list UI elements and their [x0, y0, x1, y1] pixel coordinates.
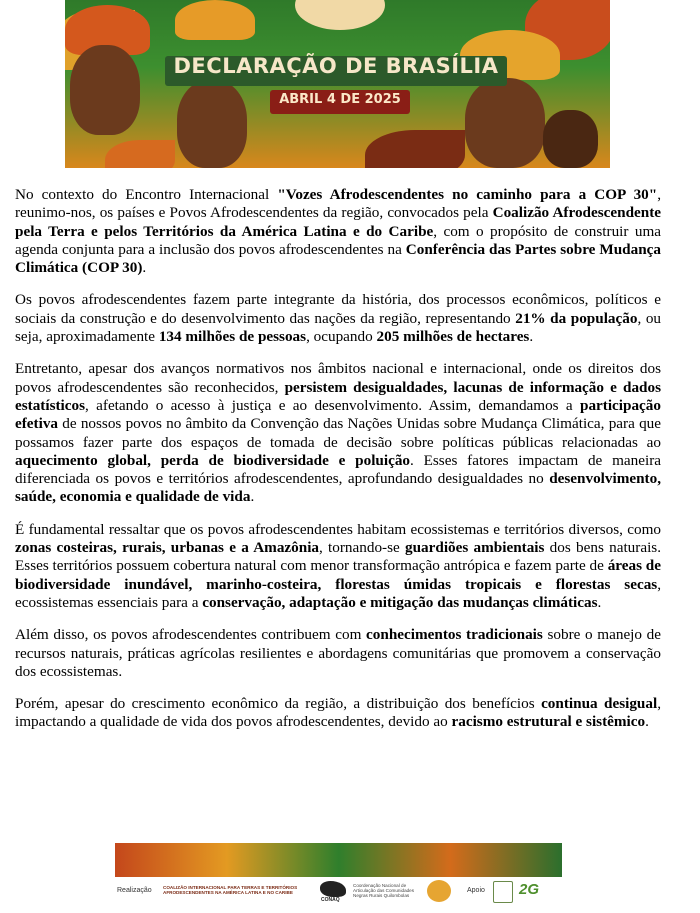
text-run: sobre o manejo de recursos naturais, práticas agrícolas resilientes e abordagens comunitárias que promovem a conservação dos ecossistemas.	[15, 626, 661, 680]
headwrap-figure	[175, 0, 255, 40]
text-run: dos bens naturais. Esses territórios possuem cobertura natural com menor transformação antrópica e fazem parte de	[15, 539, 661, 575]
text-run: , ou seja, aproximadamente	[15, 309, 662, 346]
realizacao-label: Realização	[117, 887, 152, 894]
header-banner	[65, 0, 610, 168]
bold-text: guardiões ambientais	[405, 539, 545, 557]
bold-text: desenvolvimento, saúde, economia e qualidade de vida	[15, 470, 661, 506]
text-run: Entretanto, apesar dos avanços normativos nos âmbitos nacional e internacional, onde os direitos dos povos afrodescendentes são reconhecidos,	[15, 360, 661, 396]
2g-logo: 2G	[519, 881, 540, 898]
child-figure	[543, 110, 598, 168]
paragraph	[15, 695, 661, 732]
dress-decoration	[365, 130, 465, 168]
text-run: Além disso, os povos afrodescendentes contribuem com	[15, 626, 367, 644]
bold-text: 205 milhões de hectares	[376, 328, 530, 346]
declaration-body	[15, 186, 661, 746]
conaq-logo-text: CONAQ	[321, 897, 340, 903]
text-run: de nossos povos no âmbito da Convenção das Nações Unidas sobre Mudança Climática, para que possamos fazer parte dos espaços de tomada de decisão sobre políticas públicas relacionadas ao	[15, 415, 661, 451]
paragraph	[15, 360, 661, 506]
paragraph	[15, 291, 661, 346]
bold-text: participação efetiva	[15, 396, 661, 433]
coalizao-logo-text: COALIZÃO INTERNACIONAL PARA TERRAS E TERRITÓRIOS AFRODESCENDENTES NA AMÉRICA LATINA E NO CARIBE	[163, 885, 298, 895]
bold-text: continua desigual	[541, 695, 658, 713]
banner-date: ABRIL 4 DE 2025	[279, 92, 401, 107]
drum-decoration	[295, 0, 385, 30]
text-run: É fundamental ressaltar que os povos afrodescendentes habitam ecossistemas e territórios diversos, como	[15, 520, 661, 538]
footer-logos	[115, 843, 562, 905]
text-run: .	[597, 593, 602, 611]
text-run: Porém, apesar do crescimento econômico da região, a distribuição dos benefícios	[15, 695, 542, 713]
text-run: Os povos afrodescendentes fazem parte integrante da história, dos processos econômicos, políticos e sociais da construção e do desenvolvimento das nações da região, representando	[15, 291, 661, 327]
text-run: , afetando o acesso à justiça e ao desenvolvimento. Assim, demandamos a	[85, 396, 580, 414]
bold-text: Coalizão Afrodescendente pela Terra e pelos Territórios da América Latina e do Caribe	[15, 204, 662, 240]
bold-text: Conferência das Partes sobre Mudança Climática (COP 30)	[15, 240, 661, 277]
text-run: , reunimo-nos, os países e Povos Afrodescendentes da região, convocados pela	[15, 186, 661, 222]
paragraph	[15, 626, 661, 681]
woman-figure	[465, 78, 545, 168]
supporter-logo-icon	[493, 881, 513, 903]
woman-figure	[70, 45, 140, 135]
text-run: .	[250, 488, 255, 506]
text-run: , ecossistemas essenciais para a	[15, 575, 661, 611]
bold-text: racismo estrutural e sistêmico	[451, 713, 646, 731]
text-run: . Esses fatores impactam de maneira diferenciada os povos e territórios afrodescendentes, aprofundando desigualdades no	[15, 451, 661, 488]
paragraph	[15, 521, 661, 612]
bold-text: persistem desigualdades, lacunas de informação e dados estatísticos	[15, 378, 661, 414]
woman-figure	[177, 80, 247, 168]
text-run: , ocupando	[306, 328, 377, 346]
text-run: .	[529, 328, 534, 346]
partner-logo-icon	[427, 880, 451, 902]
footer-illustration	[115, 843, 562, 877]
text-run: .	[142, 259, 147, 277]
bold-text: aquecimento global, perda de biodiversidade e poluição	[15, 451, 411, 469]
bold-text: conhecimentos tradicionais	[366, 626, 543, 644]
bold-text: conservação, adaptação e mitigação das mudanças climáticas	[202, 593, 598, 611]
text-run: , tornando-se	[319, 539, 406, 557]
text-run: .	[645, 713, 649, 731]
apoio-label: Apoio	[467, 887, 485, 894]
paragraph	[15, 186, 661, 277]
bold-text: 134 milhões de pessoas	[158, 328, 307, 346]
conaq-logo-icon	[320, 881, 346, 897]
banner-title: DECLARAÇÃO DE BRASÍLIA	[173, 54, 499, 78]
text-run: , com o propósito de construir uma agenda conjunta para a inclusão dos povos afrodescendentes na	[15, 222, 661, 258]
bold-text: zonas costeiras, rurais, urbanas e a Amazônia	[15, 539, 320, 557]
bold-text: "Vozes Afrodescendentes no caminho para a COP 30"	[277, 186, 658, 203]
footer-logo-strip	[115, 877, 562, 905]
bold-text: áreas de biodiversidade inundável, marinho-costeira, florestas úmidas tropicais e florestas secas	[15, 557, 661, 593]
conaq-description: Coordenação Nacional de Articulação das Comunidades Negras Rurais Quilombolas	[353, 883, 415, 898]
text-run: , impactando a qualidade de vida dos povos afrodescendentes, devido ao	[15, 695, 661, 731]
dress-decoration	[105, 140, 175, 168]
bold-text: 21% da população	[515, 309, 638, 327]
text-run: No contexto do Encontro Internacional	[15, 186, 278, 203]
